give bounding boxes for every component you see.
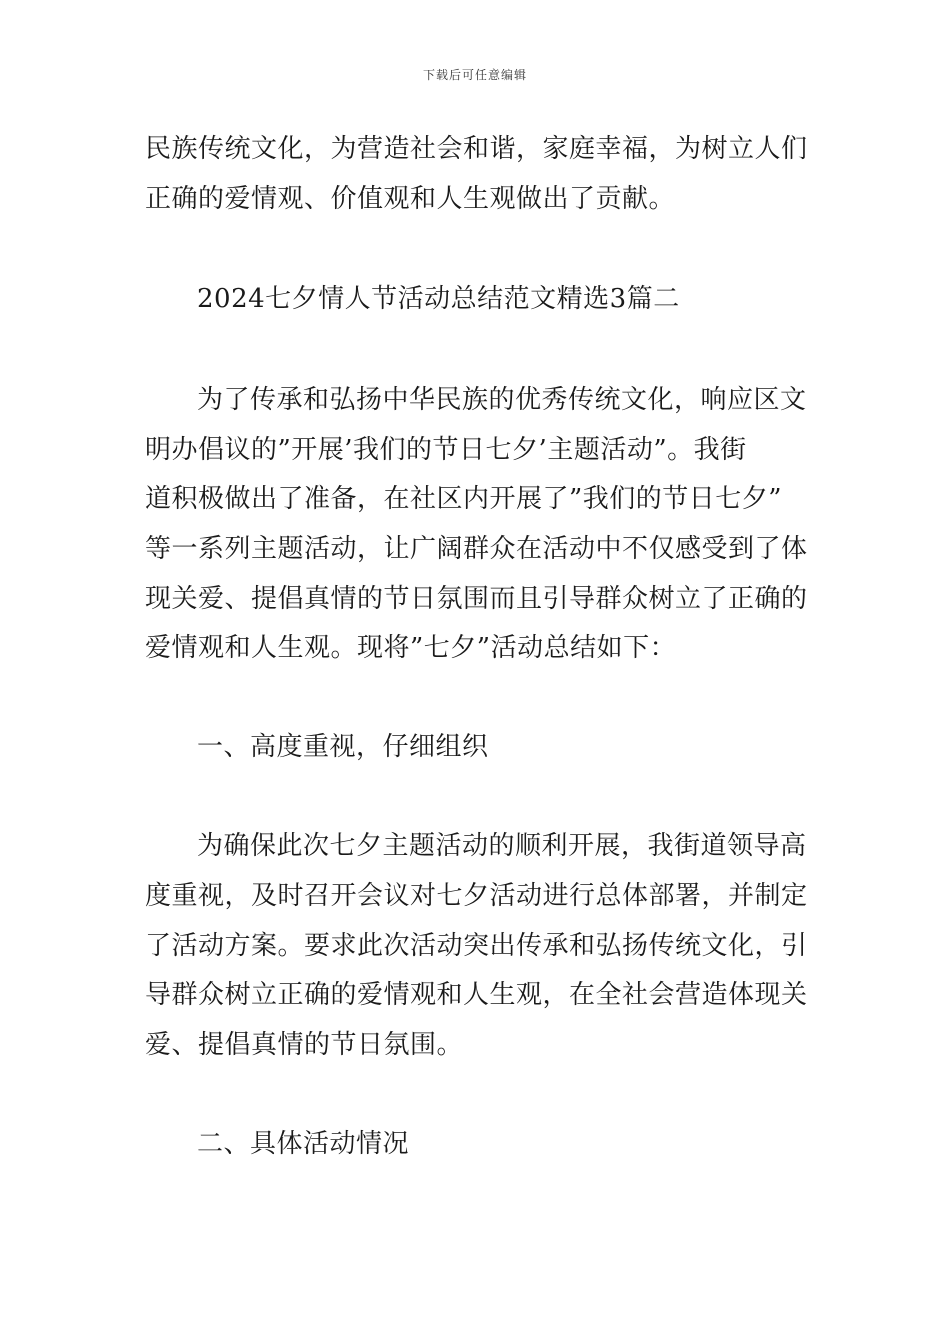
page-header: 下载后可任意编辑: [422, 68, 527, 82]
body-text-line: 等一系列主题活动，让广阔群众在活动中不仅感受到了体: [145, 534, 808, 564]
section-heading: 一、高度重视，仔细组织: [197, 732, 489, 762]
body-text-line: 道积极做出了准备，在社区内开展了”我们的节日七夕”: [145, 484, 783, 514]
body-text-line: 导群众树立正确的爱情观和人生观，在全社会营造体现关: [145, 980, 808, 1010]
section-title: 2024七夕情人节活动总结范文精选3篇二: [197, 284, 680, 314]
body-text-line: 爱情观和人生观。现将”七夕”活动总结如下：: [145, 633, 677, 663]
body-text-line: 爱、提倡真情的节日氛围。: [145, 1030, 464, 1060]
body-text-line: 为确保此次七夕主题活动的顺利开展，我街道领导高: [197, 831, 807, 861]
section-heading: 二、具体活动情况: [197, 1129, 410, 1159]
body-text-line: 为了传承和弘扬中华民族的优秀传统文化，响应区文: [197, 385, 807, 415]
body-text-line: 度重视，及时召开会议对七夕活动进行总体部署，并制定: [145, 881, 808, 911]
body-text-line: 民族传统文化，为营造社会和谐，家庭幸福，为树立人们: [145, 134, 808, 164]
body-text-line: 了活动方案。要求此次活动突出传承和弘扬传统文化，引: [145, 931, 808, 961]
body-text-line: 正确的爱情观、价值观和人生观做出了贡献。: [145, 184, 676, 214]
body-text-line: 现关爱、提倡真情的节日氛围而且引导群众树立了正确的: [145, 584, 808, 614]
body-text-line: 明办倡议的”开展’我们的节日七夕’主题活动”。我街: [145, 435, 747, 465]
